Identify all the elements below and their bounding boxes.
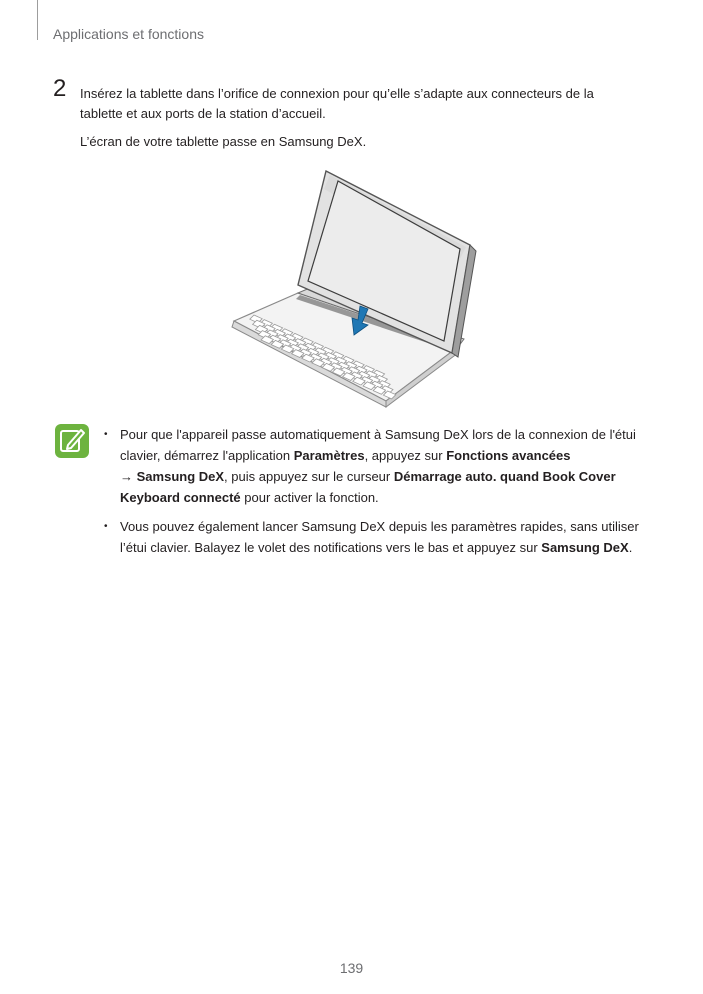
menu-demarrage-auto: Démarrage auto. quand Book Cover Keyboard connecté: [120, 469, 616, 505]
section-title: Applications et fonctions: [53, 26, 204, 42]
note-item: • Vous pouvez également lancer Samsung DeX depuis les paramètres rapides, sans utiliser l’étui clavier. Balayez le volet des notifications vers le bas et appuyez sur Samsung DeX.: [104, 516, 664, 558]
step-number: 2: [53, 75, 67, 102]
page-number: 139: [339, 960, 364, 976]
step-instruction: Insérez la tablette dans l’orifice de connexion pour qu’elle s’adapte aux connecteurs de la tablette et aux ports de la station d’accueil.: [80, 86, 594, 121]
menu-parametres: Paramètres: [293, 448, 365, 463]
header-rule: [37, 0, 38, 40]
bullet: •: [104, 429, 108, 440]
menu-samsung-dex: Samsung DeX: [136, 469, 225, 484]
note-pencil-icon: [54, 423, 90, 459]
menu-samsung-dex-2: Samsung DeX: [541, 540, 629, 555]
step-text: [80, 84, 640, 160]
note-item: • Pour que l'appareil passe automatiquement à Samsung DeX lors de la connexion de l'étui clavier, démarrez l'application Paramètres, appuyez sur Fonctions avancées → Samsung DeX, puis appuyez sur le curseur Démarrage auto. quand Book Cover Keyboard connecté pour activer la fonction.: [104, 424, 664, 508]
tablet-keyboard-illustration: [226, 165, 478, 413]
menu-fonctions-avancees: Fonctions avancées: [446, 448, 571, 463]
step-result: L’écran de votre tablette passe en Samsung DeX.: [80, 134, 367, 149]
bullet: •: [104, 521, 108, 532]
notes-list: [104, 424, 664, 566]
